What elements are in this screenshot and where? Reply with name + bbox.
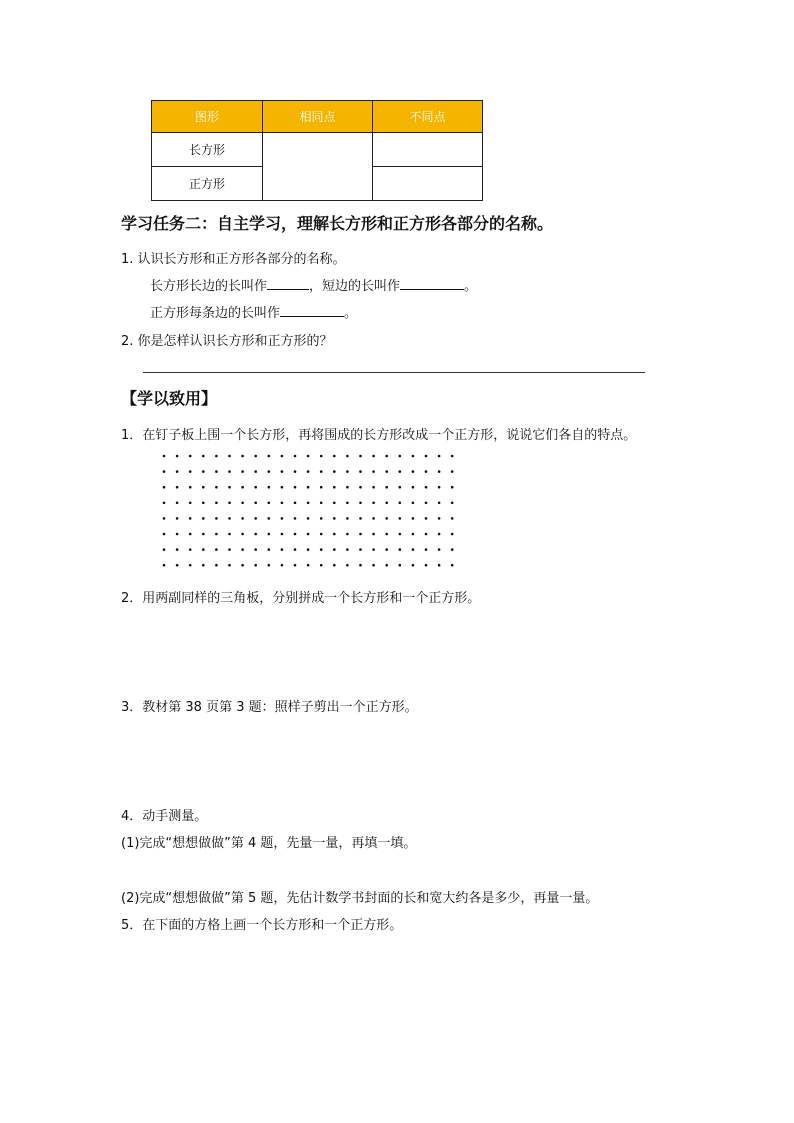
- peg-dot[interactable]: [359, 502, 362, 505]
- peg-dot[interactable]: [425, 517, 428, 520]
- peg-dot[interactable]: [399, 470, 402, 473]
- peg-dot[interactable]: [320, 564, 323, 567]
- peg-dot[interactable]: [438, 533, 441, 536]
- similarities-cell[interactable]: [263, 133, 373, 201]
- peg-dot[interactable]: [438, 486, 441, 489]
- peg-dot[interactable]: [385, 517, 388, 520]
- comparison-table: [151, 100, 483, 201]
- peg-dot[interactable]: [176, 470, 179, 473]
- peg-dot[interactable]: [399, 502, 402, 505]
- task2-question-2: 2. 你是怎样认识长方形和正方形的？: [121, 334, 333, 349]
- peg-dot[interactable]: [425, 486, 428, 489]
- peg-dot[interactable]: [176, 533, 179, 536]
- peg-dot[interactable]: [294, 502, 297, 505]
- peg-dot[interactable]: [294, 564, 297, 567]
- peg-dot[interactable]: [385, 533, 388, 536]
- peg-dot[interactable]: [451, 533, 454, 536]
- peg-dot[interactable]: [241, 470, 244, 473]
- peg-dot[interactable]: [359, 548, 362, 551]
- peg-dot[interactable]: [268, 486, 271, 489]
- peg-dot[interactable]: [163, 517, 166, 520]
- peg-dot[interactable]: [372, 517, 375, 520]
- peg-dot[interactable]: [372, 533, 375, 536]
- peg-dot[interactable]: [412, 486, 415, 489]
- peg-dot[interactable]: [281, 517, 284, 520]
- peg-dot[interactable]: [346, 486, 349, 489]
- peg-dot[interactable]: [451, 517, 454, 520]
- row-label-square: 正方形: [152, 167, 263, 201]
- peg-dot[interactable]: [281, 455, 284, 458]
- peg-dot[interactable]: [307, 502, 310, 505]
- peg-dot[interactable]: [228, 502, 231, 505]
- task2-line-2: 正方形每条边的长叫作 。: [150, 306, 358, 321]
- peg-dot[interactable]: [372, 455, 375, 458]
- peg-dot[interactable]: [399, 517, 402, 520]
- peg-dot[interactable]: [412, 470, 415, 473]
- peg-dot[interactable]: [254, 486, 257, 489]
- peg-dot[interactable]: [359, 486, 362, 489]
- peg-dot[interactable]: [399, 455, 402, 458]
- peg-dot[interactable]: [215, 455, 218, 458]
- peg-dot[interactable]: [215, 548, 218, 551]
- peg-dot[interactable]: [241, 455, 244, 458]
- peg-dot[interactable]: [281, 533, 284, 536]
- peg-dot[interactable]: [438, 517, 441, 520]
- peg-dot[interactable]: [202, 564, 205, 567]
- peg-dot[interactable]: [385, 548, 388, 551]
- peg-dot[interactable]: [189, 470, 192, 473]
- peg-dot[interactable]: [346, 470, 349, 473]
- peg-dot[interactable]: [320, 502, 323, 505]
- peg-dot[interactable]: [254, 548, 257, 551]
- peg-dot[interactable]: [425, 533, 428, 536]
- peg-dot[interactable]: [215, 486, 218, 489]
- peg-dot[interactable]: [254, 455, 257, 458]
- peg-dot[interactable]: [268, 564, 271, 567]
- peg-dot[interactable]: [241, 533, 244, 536]
- peg-dot[interactable]: [228, 517, 231, 520]
- peg-dot[interactable]: [294, 533, 297, 536]
- peg-dot[interactable]: [451, 455, 454, 458]
- peg-dot[interactable]: [438, 470, 441, 473]
- peg-dot[interactable]: [281, 564, 284, 567]
- header-shape: 图形: [152, 101, 263, 133]
- peg-dot[interactable]: [412, 548, 415, 551]
- peg-dot[interactable]: [281, 486, 284, 489]
- peg-dot[interactable]: [163, 564, 166, 567]
- peg-dot[interactable]: [307, 533, 310, 536]
- peg-dot[interactable]: [254, 564, 257, 567]
- peg-dot[interactable]: [385, 455, 388, 458]
- peg-dot[interactable]: [412, 517, 415, 520]
- peg-dot[interactable]: [176, 486, 179, 489]
- peg-dot[interactable]: [294, 470, 297, 473]
- apply-question-3: 3．教材第 38 页第 3 题：照样子剪出一个正方形。: [121, 700, 418, 715]
- peg-dot[interactable]: [294, 455, 297, 458]
- peg-dot[interactable]: [254, 533, 257, 536]
- peg-dot[interactable]: [228, 470, 231, 473]
- pegboard-dots[interactable]: [160, 452, 460, 570]
- peg-dot[interactable]: [281, 470, 284, 473]
- peg-dot[interactable]: [451, 470, 454, 473]
- peg-dot[interactable]: [359, 455, 362, 458]
- peg-dot[interactable]: [215, 502, 218, 505]
- peg-dot[interactable]: [228, 564, 231, 567]
- peg-dot[interactable]: [333, 455, 336, 458]
- blank-short-side[interactable]: [400, 277, 464, 290]
- peg-dot[interactable]: [189, 517, 192, 520]
- peg-dot[interactable]: [228, 548, 231, 551]
- peg-dot[interactable]: [359, 564, 362, 567]
- blank-long-side[interactable]: [267, 277, 309, 290]
- peg-dot[interactable]: [176, 564, 179, 567]
- peg-dot[interactable]: [320, 533, 323, 536]
- apply-question-4-1: (1)完成“想想做做”第 4 题，先量一量，再填一填。: [121, 836, 417, 851]
- peg-dot[interactable]: [215, 517, 218, 520]
- peg-dot[interactable]: [320, 486, 323, 489]
- peg-dot[interactable]: [412, 502, 415, 505]
- peg-dot[interactable]: [333, 533, 336, 536]
- answer-line[interactable]: [143, 372, 645, 373]
- peg-dot[interactable]: [307, 455, 310, 458]
- peg-dot[interactable]: [189, 502, 192, 505]
- peg-dot[interactable]: [451, 502, 454, 505]
- peg-dot[interactable]: [202, 502, 205, 505]
- peg-dot[interactable]: [163, 548, 166, 551]
- peg-dot[interactable]: [241, 517, 244, 520]
- peg-dot[interactable]: [333, 548, 336, 551]
- header-differences: 不同点: [373, 101, 483, 133]
- peg-dot[interactable]: [228, 533, 231, 536]
- peg-dot[interactable]: [451, 564, 454, 567]
- peg-dot[interactable]: [163, 470, 166, 473]
- peg-dot[interactable]: [189, 533, 192, 536]
- peg-dot[interactable]: [241, 486, 244, 489]
- peg-dot[interactable]: [202, 517, 205, 520]
- peg-dot[interactable]: [176, 517, 179, 520]
- peg-dot[interactable]: [320, 517, 323, 520]
- peg-dot[interactable]: [412, 455, 415, 458]
- table-header-row: [152, 101, 483, 133]
- peg-dot[interactable]: [320, 548, 323, 551]
- apply-question-1: 1．在钉子板上围一个长方形，再将围成的长方形改成一个正方形，说说它们各自的特点。: [121, 428, 637, 443]
- peg-dot[interactable]: [346, 455, 349, 458]
- peg-dot[interactable]: [359, 533, 362, 536]
- task2-title: 学习任务二：自主学习，理解长方形和正方形各部分的名称。: [121, 214, 554, 233]
- peg-dot[interactable]: [307, 517, 310, 520]
- peg-dot[interactable]: [333, 517, 336, 520]
- peg-dot[interactable]: [385, 486, 388, 489]
- task2-line-1: 长方形长边的长叫作 ，短边的长叫作 。: [150, 279, 478, 294]
- peg-dot[interactable]: [254, 517, 257, 520]
- peg-dot[interactable]: [372, 470, 375, 473]
- peg-dot[interactable]: [307, 486, 310, 489]
- blank-square-side[interactable]: [280, 304, 344, 317]
- peg-dot[interactable]: [438, 548, 441, 551]
- peg-dot[interactable]: [189, 486, 192, 489]
- apply-question-2: 2．用两副同样的三角板，分别拼成一个长方形和一个正方形。: [121, 591, 481, 606]
- peg-dot[interactable]: [294, 486, 297, 489]
- peg-dot[interactable]: [268, 517, 271, 520]
- peg-dot[interactable]: [451, 486, 454, 489]
- peg-dot[interactable]: [346, 533, 349, 536]
- peg-dot[interactable]: [372, 486, 375, 489]
- peg-dot[interactable]: [163, 455, 166, 458]
- peg-dot[interactable]: [333, 564, 336, 567]
- peg-dot[interactable]: [241, 502, 244, 505]
- peg-dot[interactable]: [189, 548, 192, 551]
- peg-dot[interactable]: [307, 564, 310, 567]
- peg-dot[interactable]: [228, 455, 231, 458]
- apply-question-4: 4．动手测量。: [121, 809, 208, 824]
- peg-dot[interactable]: [359, 470, 362, 473]
- peg-dot[interactable]: [320, 470, 323, 473]
- peg-dot[interactable]: [425, 548, 428, 551]
- row-label-rectangle: 长方形: [152, 133, 263, 167]
- peg-dot[interactable]: [320, 455, 323, 458]
- peg-dot[interactable]: [294, 548, 297, 551]
- peg-dot[interactable]: [176, 548, 179, 551]
- peg-dot[interactable]: [163, 486, 166, 489]
- peg-dot[interactable]: [412, 533, 415, 536]
- peg-dot[interactable]: [215, 564, 218, 567]
- peg-dot[interactable]: [425, 455, 428, 458]
- peg-dot[interactable]: [412, 564, 415, 567]
- peg-dot[interactable]: [438, 455, 441, 458]
- peg-dot[interactable]: [163, 533, 166, 536]
- apply-question-5: 5．在下面的方格上画一个长方形和一个正方形。: [121, 918, 403, 933]
- table-row: [152, 133, 483, 167]
- peg-dot[interactable]: [399, 533, 402, 536]
- peg-dot[interactable]: [254, 470, 257, 473]
- peg-dot[interactable]: [163, 502, 166, 505]
- peg-dot[interactable]: [307, 548, 310, 551]
- peg-dot[interactable]: [372, 502, 375, 505]
- peg-dot[interactable]: [215, 533, 218, 536]
- peg-dot[interactable]: [307, 470, 310, 473]
- peg-dot[interactable]: [202, 455, 205, 458]
- peg-dot[interactable]: [425, 470, 428, 473]
- peg-dot[interactable]: [425, 564, 428, 567]
- peg-dot[interactable]: [281, 548, 284, 551]
- peg-dot[interactable]: [372, 548, 375, 551]
- header-similarities: 相同点: [263, 101, 373, 133]
- peg-dot[interactable]: [346, 564, 349, 567]
- peg-dot[interactable]: [346, 548, 349, 551]
- peg-dot[interactable]: [372, 564, 375, 567]
- peg-dot[interactable]: [359, 517, 362, 520]
- peg-dot[interactable]: [333, 470, 336, 473]
- peg-dot[interactable]: [451, 548, 454, 551]
- peg-dot[interactable]: [268, 455, 271, 458]
- differences-cell-square[interactable]: [373, 167, 483, 201]
- apply-title: 【学以致用】: [121, 389, 218, 408]
- peg-dot[interactable]: [438, 502, 441, 505]
- peg-dot[interactable]: [438, 564, 441, 567]
- differences-cell-rectangle[interactable]: [373, 133, 483, 167]
- peg-dot[interactable]: [228, 486, 231, 489]
- peg-dot[interactable]: [202, 533, 205, 536]
- peg-dot[interactable]: [241, 564, 244, 567]
- peg-dot[interactable]: [385, 502, 388, 505]
- peg-dot[interactable]: [333, 502, 336, 505]
- peg-dot[interactable]: [189, 564, 192, 567]
- peg-dot[interactable]: [268, 502, 271, 505]
- peg-dot[interactable]: [254, 502, 257, 505]
- task2-question-1: 1. 认识长方形和正方形各部分的名称。: [121, 252, 346, 267]
- peg-dot[interactable]: [294, 517, 297, 520]
- peg-dot[interactable]: [241, 548, 244, 551]
- peg-dot[interactable]: [399, 564, 402, 567]
- peg-dot[interactable]: [202, 486, 205, 489]
- apply-question-4-2: (2)完成“想想做做”第 5 题，先估计数学书封面的长和宽大约各是多少，再量一量。: [121, 891, 599, 906]
- peg-dot[interactable]: [202, 470, 205, 473]
- peg-dot[interactable]: [425, 502, 428, 505]
- peg-dot[interactable]: [281, 502, 284, 505]
- peg-dot[interactable]: [268, 533, 271, 536]
- peg-dot[interactable]: [399, 486, 402, 489]
- peg-dot[interactable]: [176, 455, 179, 458]
- peg-dot[interactable]: [176, 502, 179, 505]
- peg-dot[interactable]: [385, 470, 388, 473]
- peg-dot[interactable]: [189, 455, 192, 458]
- peg-dot[interactable]: [385, 564, 388, 567]
- peg-dot[interactable]: [215, 470, 218, 473]
- peg-dot[interactable]: [202, 548, 205, 551]
- peg-dot[interactable]: [399, 548, 402, 551]
- peg-dot[interactable]: [346, 502, 349, 505]
- peg-dot[interactable]: [268, 470, 271, 473]
- peg-dot[interactable]: [346, 517, 349, 520]
- peg-dot[interactable]: [268, 548, 271, 551]
- peg-dot[interactable]: [333, 486, 336, 489]
